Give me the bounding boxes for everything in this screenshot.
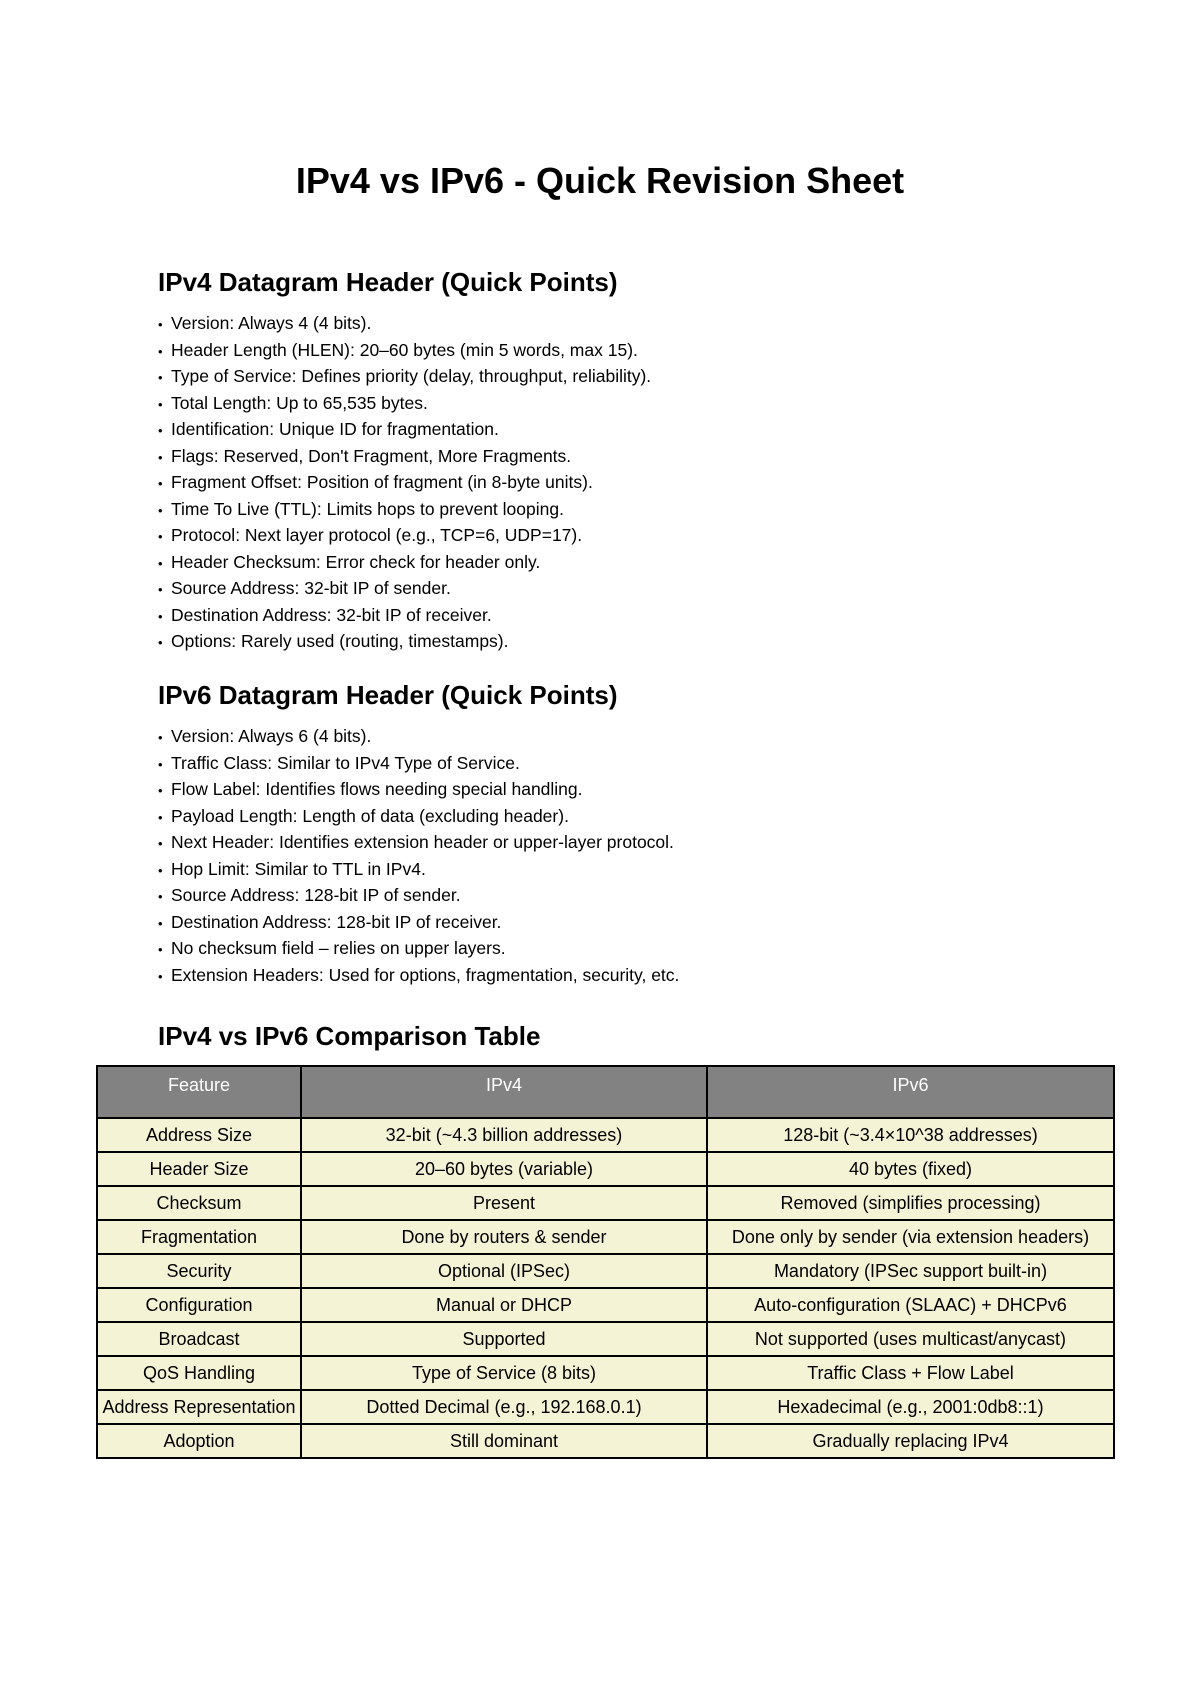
ipv6-header-section [158, 678, 1118, 989]
feature-cell: Header Size [97, 1152, 301, 1186]
list-item: • Traffic Class: Similar to IPv4 Type of Service. [158, 751, 1118, 778]
ipv6-cell: Done only by sender (via extension headers) [707, 1220, 1114, 1254]
ipv4-cell: Dotted Decimal (e.g., 192.168.0.1) [301, 1390, 707, 1424]
list-item: • Header Checksum: Error check for header only. [158, 550, 1118, 577]
list-item: • Source Address: 128-bit IP of sender. [158, 883, 1118, 910]
list-item: • Identification: Unique ID for fragmentation. [158, 417, 1118, 444]
ipv4-cell: 32-bit (~4.3 billion addresses) [301, 1118, 707, 1152]
list-item: • Destination Address: 32-bit IP of receiver. [158, 603, 1118, 630]
ipv6-cell: 128-bit (~3.4×10^38 addresses) [707, 1118, 1114, 1152]
table-row [97, 1356, 1114, 1390]
table-row [97, 1424, 1114, 1458]
table-row [97, 1322, 1114, 1356]
ipv6-cell: Traffic Class + Flow Label [707, 1356, 1114, 1390]
comparison-heading: IPv4 vs IPv6 Comparison Table [158, 1021, 541, 1051]
feature-cell: Broadcast [97, 1322, 301, 1356]
table-header-row [97, 1066, 1114, 1118]
table-row [97, 1118, 1114, 1152]
list-item: • Header Length (HLEN): 20–60 bytes (min 5 words, max 15). [158, 338, 1118, 365]
feature-cell: Configuration [97, 1288, 301, 1322]
ipv4-cell: Type of Service (8 bits) [301, 1356, 707, 1390]
feature-cell: Checksum [97, 1186, 301, 1220]
table-row [97, 1254, 1114, 1288]
comparison-section [158, 1019, 1118, 1053]
ipv6-cell: 40 bytes (fixed) [707, 1152, 1114, 1186]
ipv4-cell: Manual or DHCP [301, 1288, 707, 1322]
list-item: • Destination Address: 128-bit IP of receiver. [158, 910, 1118, 937]
feature-cell: Adoption [97, 1424, 301, 1458]
ipv6-section-heading: IPv6 Datagram Header (Quick Points) [158, 680, 618, 710]
feature-cell: Address Representation [97, 1390, 301, 1424]
ipv6-cell: Not supported (uses multicast/anycast) [707, 1322, 1114, 1356]
ipv4-cell: Optional (IPSec) [301, 1254, 707, 1288]
list-item: • Extension Headers: Used for options, fragmentation, security, etc. [158, 963, 1118, 990]
page-title: IPv4 vs IPv6 - Quick Revision Sheet [295, 160, 905, 201]
list-item: • Version: Always 4 (4 bits). [158, 311, 1118, 338]
ipv6-cell: Removed (simplifies processing) [707, 1186, 1114, 1220]
list-item: • Hop Limit: Similar to TTL in IPv4. [158, 857, 1118, 884]
list-item: • Next Header: Identifies extension header or upper-layer protocol. [158, 830, 1118, 857]
ipv6-cell: Gradually replacing IPv4 [707, 1424, 1114, 1458]
ipv6-points-list [158, 724, 1118, 989]
ipv4-points-list [158, 311, 1118, 656]
table-row [97, 1390, 1114, 1424]
feature-cell: Fragmentation [97, 1220, 301, 1254]
feature-cell: QoS Handling [97, 1356, 301, 1390]
ipv6-cell: Mandatory (IPSec support built-in) [707, 1254, 1114, 1288]
list-item: • Protocol: Next layer protocol (e.g., TCP=6, UDP=17). [158, 523, 1118, 550]
list-item: • Payload Length: Length of data (excluding header). [158, 804, 1118, 831]
column-header-ipv6: IPv6 [707, 1066, 1114, 1118]
table-row [97, 1288, 1114, 1322]
comparison-table [96, 1065, 1115, 1459]
list-item: • Flow Label: Identifies flows needing special handling. [158, 777, 1118, 804]
list-item: • Flags: Reserved, Don't Fragment, More Fragments. [158, 444, 1118, 471]
list-item: • Version: Always 6 (4 bits). [158, 724, 1118, 751]
ipv4-cell: Still dominant [301, 1424, 707, 1458]
list-item: • Fragment Offset: Position of fragment (in 8-byte units). [158, 470, 1118, 497]
ipv6-cell: Hexadecimal (e.g., 2001:0db8::1) [707, 1390, 1114, 1424]
list-item: • Source Address: 32-bit IP of sender. [158, 576, 1118, 603]
ipv4-cell: Done by routers & sender [301, 1220, 707, 1254]
list-item: • Time To Live (TTL): Limits hops to prevent looping. [158, 497, 1118, 524]
ipv4-cell: Present [301, 1186, 707, 1220]
list-item: • No checksum field – relies on upper layers. [158, 936, 1118, 963]
list-item: • Options: Rarely used (routing, timestamps). [158, 629, 1118, 656]
feature-cell: Security [97, 1254, 301, 1288]
list-item: • Type of Service: Defines priority (delay, throughput, reliability). [158, 364, 1118, 391]
table-row [97, 1220, 1114, 1254]
feature-cell: Address Size [97, 1118, 301, 1152]
ipv4-header-section [158, 265, 1118, 656]
table-row [97, 1186, 1114, 1220]
ipv4-cell: Supported [301, 1322, 707, 1356]
ipv4-cell: 20–60 bytes (variable) [301, 1152, 707, 1186]
list-item: • Total Length: Up to 65,535 bytes. [158, 391, 1118, 418]
ipv6-cell: Auto-configuration (SLAAC) + DHCPv6 [707, 1288, 1114, 1322]
ipv4-section-heading: IPv4 Datagram Header (Quick Points) [158, 267, 618, 297]
column-header-feature: Feature [97, 1066, 301, 1118]
column-header-ipv4: IPv4 [301, 1066, 707, 1118]
table-row [97, 1152, 1114, 1186]
